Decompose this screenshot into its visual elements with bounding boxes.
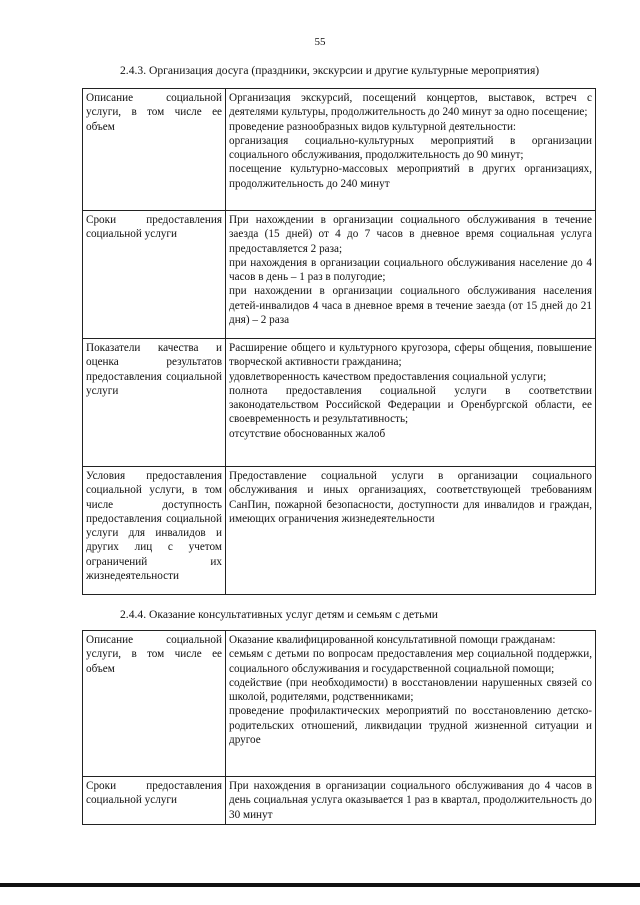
row-content (226, 631, 596, 777)
content-line: посещение культурно-массовых мероприятий в других организациях, продолжительность до 240 минут (229, 163, 592, 190)
row-content (226, 777, 596, 825)
page-number: 55 (314, 36, 326, 48)
content-line: Оказание квалифицированной консультативной помощи гражданам: (229, 634, 556, 646)
content-line: Расширение общего и культурного кругозора, сферы общения, повышение творческой активности гражданина; (229, 342, 592, 369)
content-line: при нахождении в организации социального обслуживания населения детей-инвалидов 4 часа в дневное время в течение заезда (от 15 дней до 21 дня) – 2 раза (229, 285, 592, 327)
content-line: удовлетворенность качеством предоставления социальной услуги; (229, 370, 547, 383)
row-label: Описание социальной услуги, в том числе ее объем (83, 631, 226, 777)
row-content (226, 89, 596, 211)
consultation-service-table (82, 630, 596, 825)
row-content (226, 339, 596, 467)
content-line: При нахождения в организации социального обслуживания до 4 часов в день социальная услуга оказывается 1 раз в квартал, продолжительность до 30 минут (229, 780, 592, 821)
row-label: Показатели качества и оценка результатов предоставления социальной услуги (83, 339, 226, 467)
bottom-scan-edge (0, 883, 640, 887)
content-line: семьям с детьми по вопросам предоставления мер социальной поддержки, социального обслуживания и государственной социальной помощи; (229, 648, 592, 675)
table-row (83, 631, 596, 777)
table-row (83, 339, 596, 467)
row-content (226, 467, 596, 595)
table-row (83, 211, 596, 339)
content-line: при нахождения в организации социального обслуживания население до 4 часов в день – 1 раз в полугодие; (229, 256, 592, 284)
section-heading-2-4-3: 2.4.3. Организация досуга (праздники, экскурсии и другие культурные мероприятия) (120, 64, 540, 77)
content-line: Организация экскурсий, посещений концертов, выставок, встреч с деятелями культуры, продолжительность до 240 минут за одно посещение; (229, 92, 592, 119)
content-line: полнота предоставления социальной услуги в соответствии законодательством Российской Федерации и Оренбургской области, ее своевременность и результативность; (229, 384, 592, 426)
section-heading-2-4-4: 2.4.4. Оказание консультативных услуг детям и семьям с детьми (120, 608, 439, 621)
row-label: Сроки предоставления социальной услуги (83, 211, 226, 339)
row-content (226, 211, 596, 339)
table-row (83, 89, 596, 211)
content-line: содействие (при необходимости) в восстановлении нарушенных связей со школой, родителями, родственниками; (229, 676, 592, 704)
content-line: Предоставление социальной услуги в организации социального обслуживания и иных организациях, соответствующей требованиям СанПин, пожарной безопасности, доступности для инвалидов и граждан, имеющих ограничения жизнедеятельности (229, 470, 592, 525)
row-label: Описание социальной услуги, в том числе ее объем (83, 89, 226, 211)
table-row (83, 467, 596, 595)
row-label: Условия предоставления социальной услуги, в том числе доступность предоставления социальной услуги для инвалидов и других лиц с учетом ограничений их жизнедеятельности (83, 467, 226, 595)
content-line: проведение разнообразных видов культурной деятельности: (229, 120, 517, 133)
content-line: При нахождении в организации социального обслуживания в течение заезда (15 дней) от 4 до 7 часов в дневное время социальная услуга предоставляется 2 раза; (229, 214, 592, 255)
leisure-service-table (82, 88, 596, 595)
content-line: организация социально-культурных мероприятий в организации социального обслуживания, продолжительность до 90 минут; (229, 134, 592, 162)
row-label: Сроки предоставления социальной услуги (83, 777, 226, 825)
content-line: проведение профилактических мероприятий по восстановлению детско-родительских отношений, ликвидации трудной жизненной ситуации и другое (229, 705, 592, 747)
table-row (83, 777, 596, 825)
content-line: отсутствие обоснованных жалоб (229, 427, 386, 440)
